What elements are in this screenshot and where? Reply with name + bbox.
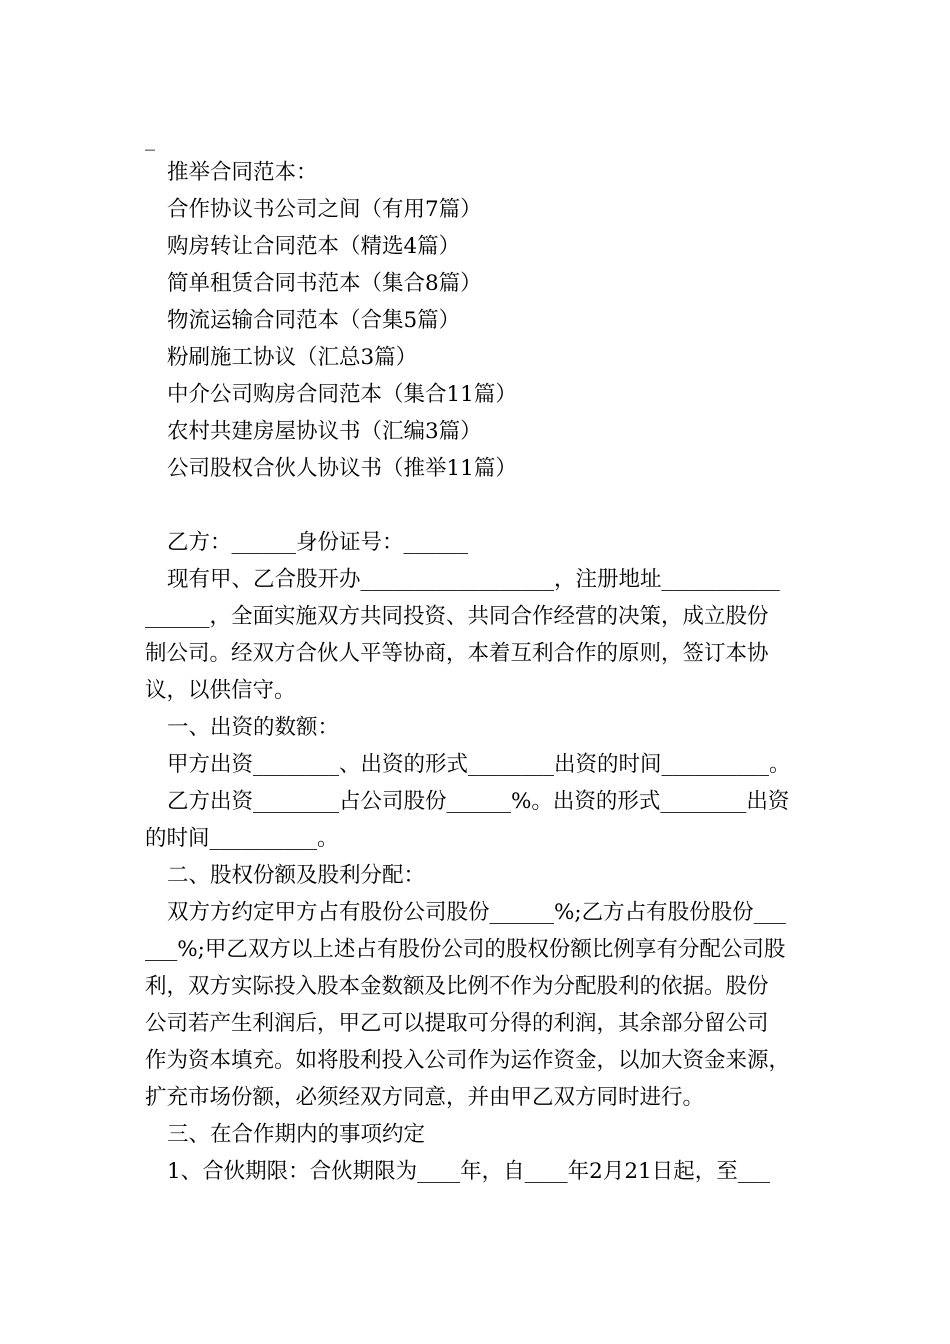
paragraph-line: 现有甲、乙合股开办__________________，注册地址___________ <box>167 567 780 592</box>
section-heading: 二、股权份额及股利分配： <box>167 863 426 888</box>
spacer <box>145 487 825 524</box>
recommend-item[interactable]: 简单租赁合同书范本（集合8篇） <box>167 271 482 296</box>
paragraph-line: 双方方约定甲方占有股份公司股份______%;乙方占有股份股份___ <box>167 900 786 925</box>
party-b-line: 乙方：______身份证号：______ <box>167 530 469 555</box>
recommend-item[interactable]: 粉刷施工协议（汇总3篇） <box>167 345 418 370</box>
paragraph-line: 制公司。经双方合伙人平等协商，本着互利合作的原则，签订本协 <box>145 641 769 666</box>
recommend-item[interactable]: 农村共建房屋协议书（汇编3篇） <box>167 419 482 444</box>
paragraph-line: ______，全面实施双方共同投资、共同合作经营的决策，成立股份 <box>145 604 769 629</box>
paragraph-line: 1、合伙期限：合伙期限为____年，自____年2月21日起，至___ <box>167 1159 770 1184</box>
paragraph-line: 甲方出资________、出资的形式________出资的时间__________。 <box>167 752 791 777</box>
recommend-heading: 推举合同范本： <box>167 160 318 185</box>
paragraph-line: 乙方出资________占公司股份______%。出资的形式________出资 <box>167 789 790 814</box>
section-heading: 一、出资的数额： <box>167 715 340 740</box>
paragraph-line: 利，双方实际投入股本金数额及比例不作为分配股利的依据。股份 <box>145 974 769 999</box>
top-mark: _ <box>145 127 155 151</box>
paragraph-line: 的时间__________。 <box>145 826 339 851</box>
paragraph-line: 议，以供信守。 <box>145 678 296 703</box>
recommend-item[interactable]: 物流运输合同范本（合集5篇） <box>167 308 461 333</box>
paragraph-line: 作为资本填充。如将股利投入公司作为运作资金，以加大资金来源， <box>145 1048 791 1073</box>
recommend-item[interactable]: 公司股权合伙人协议书（推举11篇） <box>167 456 517 481</box>
paragraph-line: ___%;甲乙双方以上述占有股份公司的股权份额比例享有分配公司股 <box>145 937 786 962</box>
document-body <box>145 154 825 1190</box>
section-heading: 三、在合作期内的事项约定 <box>167 1122 426 1147</box>
recommend-list <box>145 191 825 487</box>
paragraph-line: 公司若产生利润后，甲乙可以提取可分得的利润，其余部分留公司 <box>145 1011 769 1036</box>
recommend-item[interactable]: 合作协议书公司之间（有用7篇） <box>167 197 482 222</box>
recommend-item[interactable]: 中介公司购房合同范本（集合11篇） <box>167 382 517 407</box>
contract-text <box>145 524 825 1190</box>
paragraph-line: 扩充市场份额，必须经双方同意，并由甲乙双方同时进行。 <box>145 1085 705 1110</box>
recommend-item[interactable]: 购房转让合同范本（精选4篇） <box>167 234 461 259</box>
